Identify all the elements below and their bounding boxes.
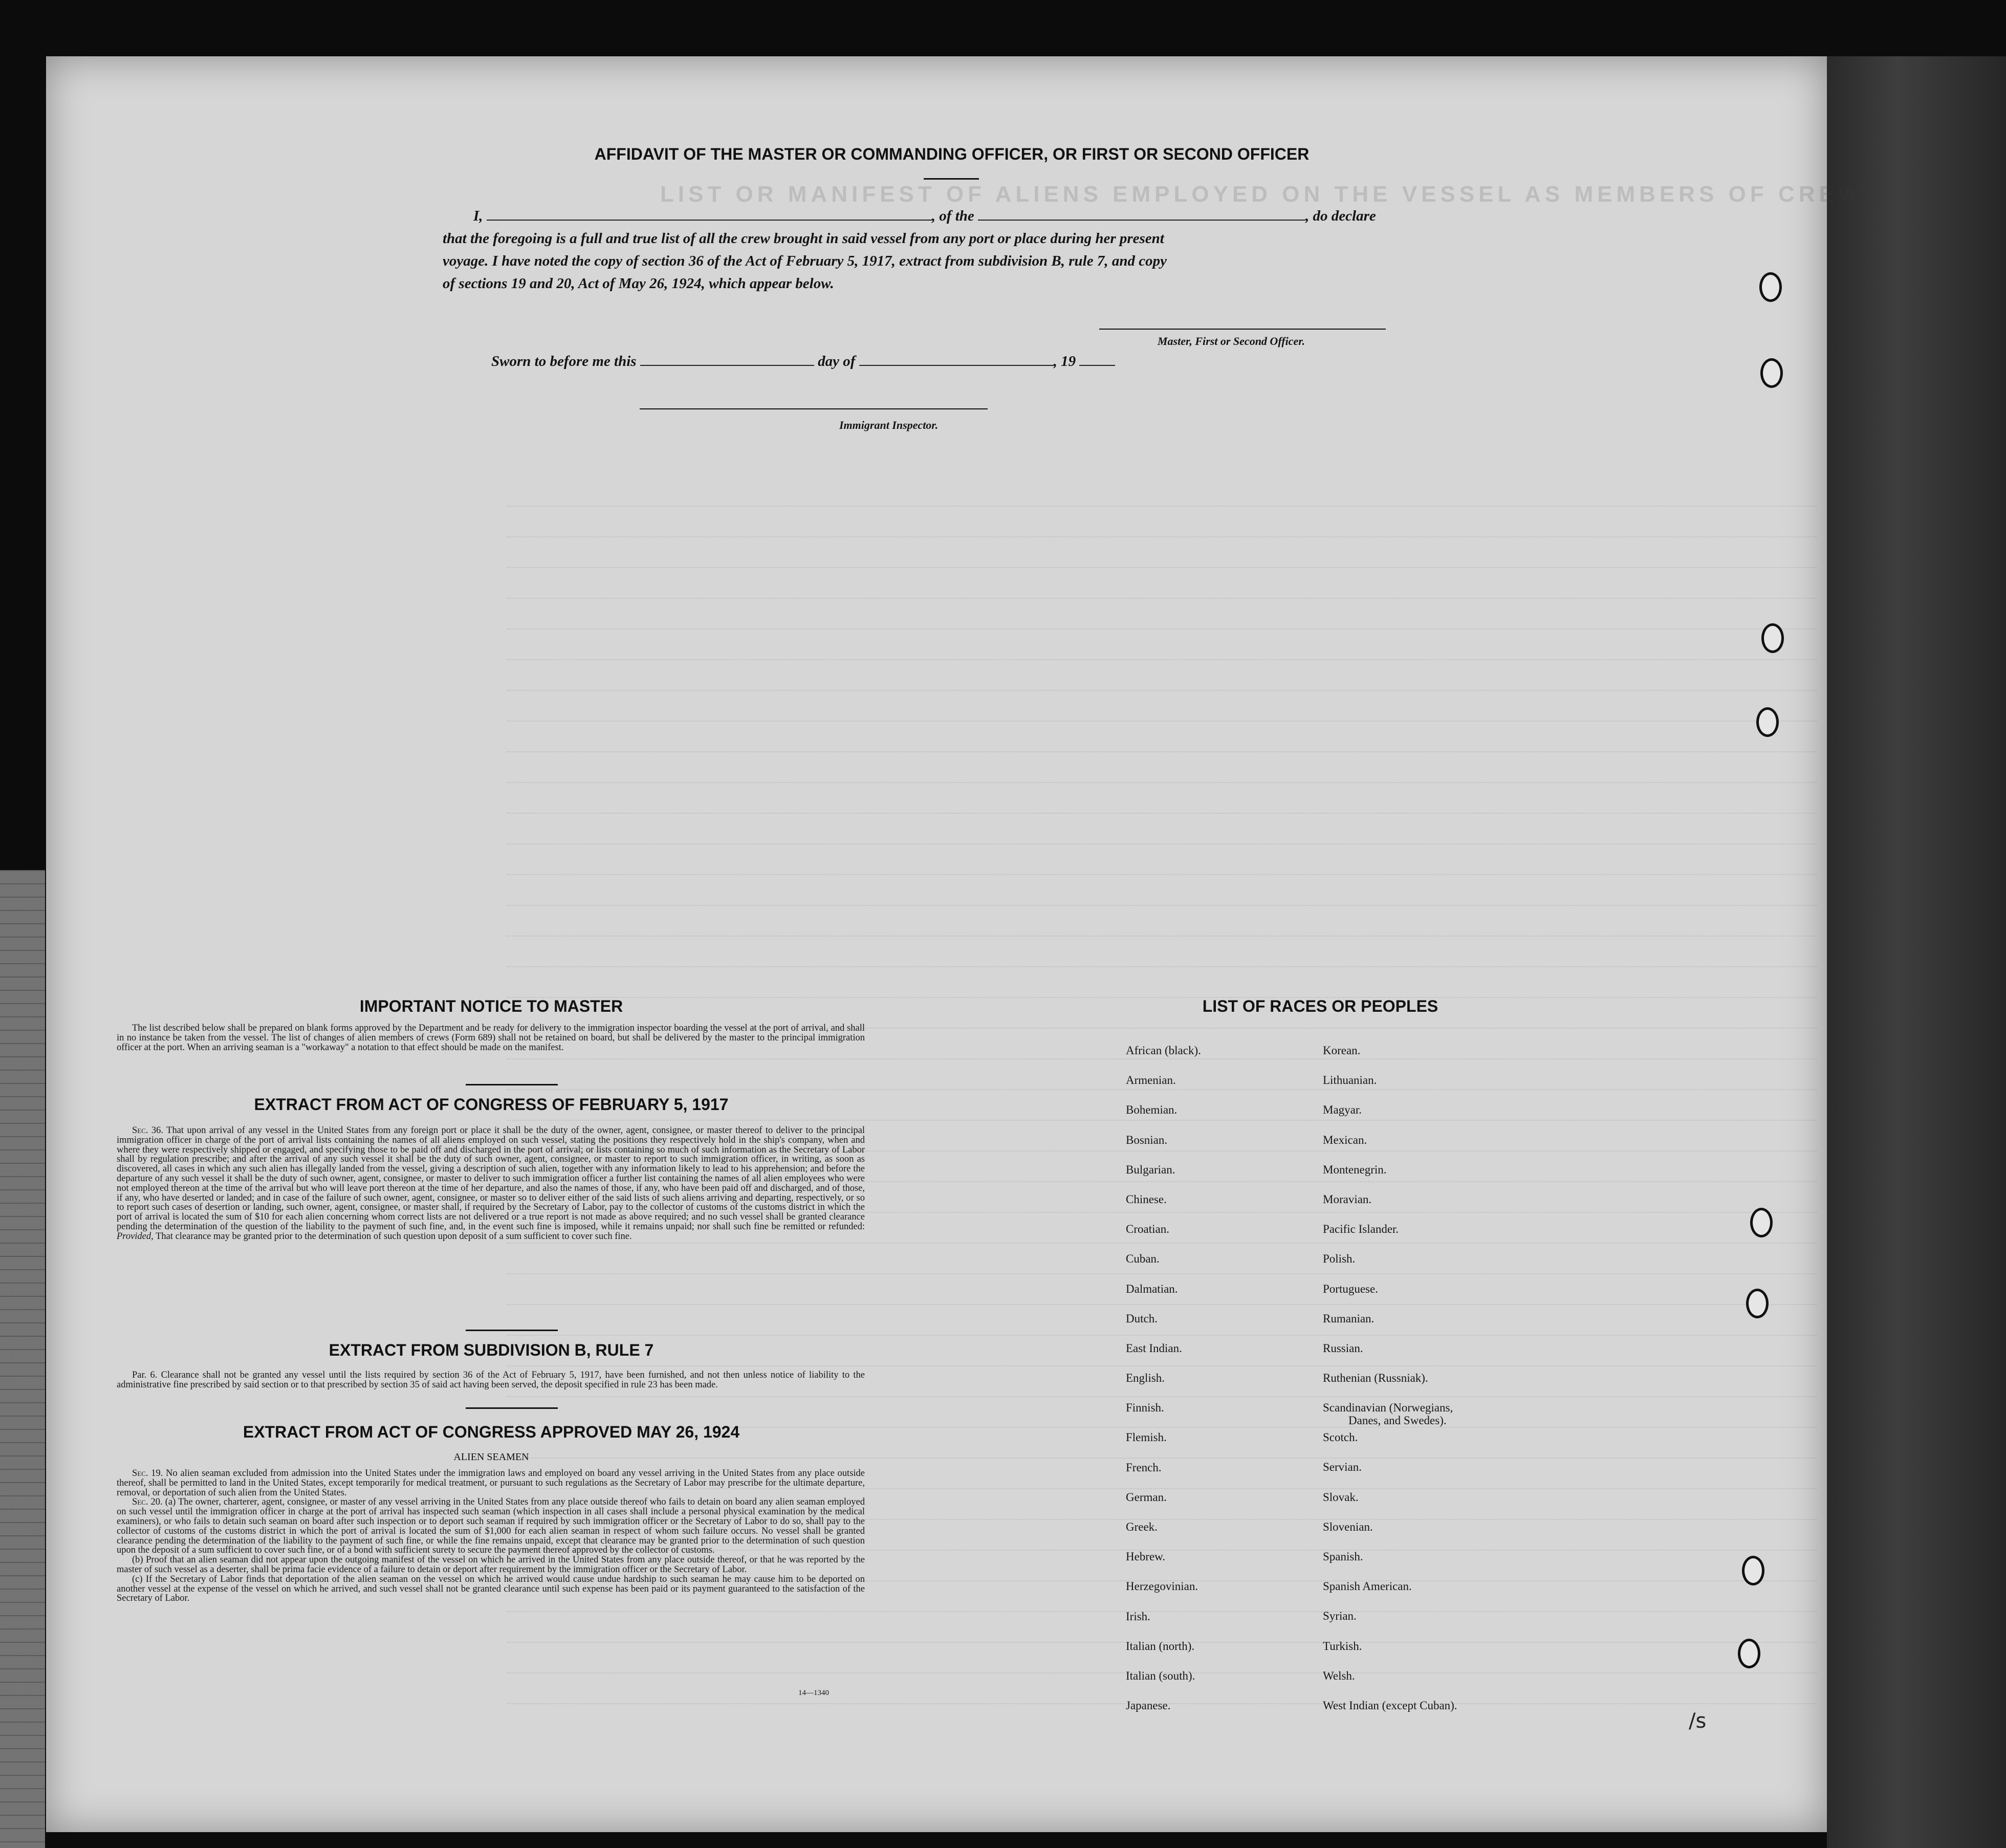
race-item: West Indian (except Cuban).	[1323, 1699, 1457, 1712]
affidavit-statement	[443, 205, 1415, 295]
sec-20b-text: (b) Proof that an alien seaman did not appear upon the outgoing manifest of the vessel on which he arrived in the United States from any place outside thereof, or that he was reported by the master of such vessel as a deserter, shall be prima facie evidence of a failure to detain or deport after requirement by the immigration officer or the Secretary of Labor.	[117, 1555, 865, 1575]
proviso-label: Provided,	[117, 1231, 154, 1242]
sworn-prefix: Sworn to before me this	[491, 353, 637, 369]
race-item: German.	[1126, 1490, 1167, 1504]
sec-20-label: Sec. 20.	[132, 1497, 163, 1508]
race-item: Lithuanian.	[1323, 1074, 1377, 1087]
alien-seamen-subtitle: ALIEN SEAMEN	[453, 1451, 529, 1463]
master-signature-line[interactable]	[1099, 329, 1386, 330]
race-item: Bosnian.	[1126, 1133, 1168, 1146]
master-signature-label: Master, First or Second Officer.	[1158, 335, 1305, 347]
sworn-statement	[491, 353, 1115, 370]
punch-hole	[1738, 1639, 1760, 1668]
act-1924-body	[117, 1469, 865, 1603]
race-item: Finnish.	[1126, 1401, 1164, 1415]
inspector-signature-line[interactable]	[640, 408, 988, 409]
punch-hole	[1750, 1208, 1773, 1237]
handwritten-mark: /s	[1689, 1709, 1707, 1733]
act-1917-body	[117, 1126, 865, 1242]
sec-20c-text: (c) If the Secretary of Labor finds that deportation of the alien seaman on the vessel on which he arrived would cause undue hardship to such seaman he may cause him to be deported on another vessel at the expense of the vessel on which he arrived, and such vessel shall not be granted clearance until such expense has been paid or its payment guaranteed to the satisfaction of the Secretary of Labor.	[117, 1574, 865, 1604]
do-declare-label: , do declare	[1305, 208, 1376, 224]
punch-hole	[1742, 1556, 1764, 1585]
race-item: Dalmatian.	[1126, 1282, 1178, 1295]
race-item: Italian (south).	[1126, 1669, 1195, 1682]
race-item: Rumanian.	[1323, 1312, 1375, 1325]
race-item: French.	[1126, 1461, 1162, 1474]
race-item: Spanish.	[1323, 1550, 1363, 1563]
sworn-day-field[interactable]	[640, 354, 814, 366]
race-item: Chinese.	[1126, 1192, 1167, 1206]
affidavit-title: AFFIDAVIT OF THE MASTER OR COMMANDING OFFICER, OR FIRST OR SECOND OFFICER	[594, 145, 1310, 163]
punch-hole	[1746, 1289, 1769, 1318]
affidavit-line-3: voyage. I have noted the copy of section 36 of the Act of February 5, 1917, extract from subdivision B, rule 7, and copy	[443, 253, 1167, 269]
race-item: African (black).	[1126, 1044, 1201, 1057]
race-item: Portuguese.	[1323, 1282, 1378, 1295]
race-item: Flemish.	[1126, 1431, 1167, 1444]
punch-hole	[1759, 272, 1782, 302]
race-item: Ruthenian (Russniak).	[1323, 1372, 1428, 1385]
race-item: Servian.	[1323, 1461, 1362, 1474]
sec-36-text: That upon arrival of any vessel in the United States from any foreign port or place it shall be the duty of the owner, agent, consignee, or master thereof to deliver to the principal immigration officer in charge of the port of arrival lists containing the names of all aliens employed on such vessel, stating the positions they respectively hold in the ship's company, when and where they were respectively shipped or engaged, and specifying those to be paid off and discharged in the port of arrival; or lists containing so much of such information as the Secretary of Labor shall by regulation prescribe; and after the arrival of any such vessel it shall be the duty of such owner, agent, consignee, or master to report to such immigration officer, in writing, as soon as discovered, all cases in which any such alien has illegally landed from the vessel, giving a description of such alien, together with any information likely to lead to his apprehension; and before the departure of any such vessel it shall be the duty of such owner, agent, consignee, or master to deliver to such immigration officer a further list containing the names of all alien employees who were not employed thereon at the time of the arrival but who will leave port thereon at the time of her departure, and also the names of those, if any, who have been paid off and discharged, and of those, if any, who have deserted or landed; and in case of the failure of such owner, agent, consignee, or master so to deliver either of the said lists of such aliens arriving and departing, respectively, or so to report such cases of desertion or landing, such owner, agent, consignee, or master shall, if required by the Secretary of Labor, pay to the collector of customs of the customs district in which the port of arrival is located the sum of $10 for each alien concerning whom correct lists are not delivered or a true report is not made as above required; and no such vessel shall be granted clearance pending the determination of the question of the liability to the payment of such fine, and, in the event such fine is imposed, while it remains unpaid; nor shall such fine be remitted or refunded:	[117, 1125, 865, 1232]
rule7-title: EXTRACT FROM SUBDIVISION B, RULE 7	[329, 1341, 654, 1359]
race-item: Moravian.	[1323, 1192, 1372, 1206]
race-item: English.	[1126, 1372, 1165, 1385]
year-prefix: , 19	[1053, 353, 1076, 369]
affidavit-line-4: of sections 19 and 20, Act of May 26, 1924, which appear below.	[443, 275, 834, 292]
sworn-month-field[interactable]	[859, 354, 1054, 366]
race-item: Croatian.	[1126, 1223, 1169, 1236]
race-item: Korean.	[1323, 1044, 1361, 1057]
race-item: Herzegovinian.	[1126, 1580, 1198, 1593]
proviso-text: That clearance may be granted prior to the determination of such question upon deposit of a sum sufficient to cover such fine.	[156, 1231, 632, 1242]
race-item: East Indian.	[1126, 1341, 1182, 1355]
punch-hole	[1760, 358, 1783, 388]
race-item: Irish.	[1126, 1610, 1150, 1623]
races-column-1	[1126, 1044, 1201, 1729]
race-item: Welsh.	[1323, 1669, 1355, 1682]
races-title: LIST OF RACES OR PEOPLES	[1202, 997, 1438, 1015]
race-item: Montenegrin.	[1323, 1163, 1387, 1176]
race-item: Slovak.	[1323, 1490, 1359, 1504]
affidavit-line-2: that the foregoing is a full and true list of all the crew brought in said vessel from any port or place during her present	[443, 230, 1164, 247]
race-item-scandinavian: Scandinavian (Norwegians, Danes, and Swedes).	[1323, 1401, 1453, 1427]
race-item: Japanese.	[1126, 1699, 1171, 1712]
race-item: Syrian.	[1323, 1610, 1357, 1623]
punch-hole	[1761, 623, 1784, 653]
race-item: Italian (north).	[1126, 1639, 1195, 1653]
race-item: Bohemian.	[1126, 1103, 1178, 1117]
act-1924-title: EXTRACT FROM ACT OF CONGRESS APPROVED MAY 26, 1924	[243, 1423, 740, 1441]
race-item: Russian.	[1323, 1341, 1363, 1355]
day-of-label: day of	[818, 353, 856, 369]
race-item: Mexican.	[1323, 1133, 1367, 1146]
notice-title: IMPORTANT NOTICE TO MASTER	[359, 997, 623, 1015]
race-item: Slovenian.	[1323, 1520, 1373, 1533]
race-item: Pacific Islander.	[1323, 1223, 1399, 1236]
notice-body: The list described below shall be prepared on blank forms approved by the Department and be ready for delivery to the immigration inspector boarding the vessel at the port of arrival, and shall in no instance be taken from the vessel. The list of changes of alien members of crews (Form 689) shall not be retained on board, but shall be delivered by the master to the principal immigration officer at the port. When an arriving seaman is a "workaway" a notation to that effect should be made on the manifest.	[117, 1023, 865, 1053]
of-the-label: , of the	[931, 208, 974, 224]
vessel-name-field[interactable]	[978, 208, 1305, 221]
sec-19-text: No alien seaman excluded from admission into the United States under the immigration laws and employed on board any vessel arriving in the United States from any place outside thereof, shall be permitted to land in the United States, except temporarily for medical treatment, or pursuant to such regulations as the Secretary of Labor may prescribe for the ultimate departure, removal, or deportation of such alien from the United States.	[117, 1468, 865, 1498]
sworn-year-field[interactable]	[1079, 354, 1115, 366]
bleed-through-title: LIST OR MANIFEST OF ALIENS EMPLOYED ON THE VESSEL AS MEMBERS OF CREW	[660, 182, 1864, 207]
inspector-signature-label: Immigrant Inspector.	[839, 419, 939, 431]
race-item: Armenian.	[1126, 1074, 1176, 1087]
section-rule	[466, 1407, 558, 1409]
title-rule	[924, 178, 979, 180]
section-rule	[466, 1330, 558, 1331]
act-1917-title: EXTRACT FROM ACT OF CONGRESS OF FEBRUARY 5, 1917	[254, 1095, 729, 1114]
declarant-name-field[interactable]	[487, 208, 932, 221]
form-number: 14—1340	[798, 1689, 829, 1697]
underlying-ledger	[0, 870, 45, 1848]
binding-strip	[1827, 56, 2006, 1848]
race-item: Hebrew.	[1126, 1550, 1166, 1563]
sec-20a-text: (a) The owner, charterer, agent, consignee, or master of any vessel arriving in the United States from any place outside thereof who fails to detain on board any alien seaman employed on such vessel until the immigration officer in charge at the port of arrival has inspected such seaman (which inspection in all cases shall include a personal physical examination by the medical examiners), or who fails to detain such seaman on board after such inspection or to deport such seaman if required by such immigration officer or the Secretary of Labor to do so, shall pay to the collector of customs of the customs district in which the port of arrival is located the sum of $1,000 for each alien seaman in respect of whom such failure occurs. No vessel shall be granted clearance pending the determination of the liability to the payment of such fine, or while the fine remains unpaid, except that clearance may be granted prior to the determination of such question upon the deposit of a sum sufficient to cover such fine, or of a bond with sufficient surety to secure the payment thereof approved by the collector of customs.	[117, 1497, 865, 1556]
race-item: Cuban.	[1126, 1252, 1160, 1266]
race-item: Polish.	[1323, 1252, 1356, 1266]
race-item: Magyar.	[1323, 1103, 1362, 1117]
race-item: Turkish.	[1323, 1639, 1362, 1653]
race-item: Scotch.	[1323, 1431, 1358, 1444]
sec-19-label: Sec. 19.	[132, 1468, 163, 1479]
race-item: Dutch.	[1126, 1312, 1158, 1325]
rule7-body: Par. 6. Clearance shall not be granted any vessel until the lists required by section 36 of the Act of February 5, 1917, have been furnished, and not then unless notice of liability to the administrative fine prescribed by said section or to that prescribed by section 35 of said act having been served, the deposit specified in rule 23 has been made.	[117, 1370, 865, 1390]
sec-36-label: Sec. 36.	[132, 1125, 164, 1136]
punch-hole	[1756, 707, 1779, 737]
declarant-label: I,	[473, 208, 483, 224]
race-item: Bulgarian.	[1126, 1163, 1175, 1176]
race-item: Spanish American.	[1323, 1580, 1412, 1593]
section-rule	[466, 1084, 558, 1085]
races-column-2	[1323, 1044, 1457, 1729]
race-item: Greek.	[1126, 1520, 1158, 1533]
